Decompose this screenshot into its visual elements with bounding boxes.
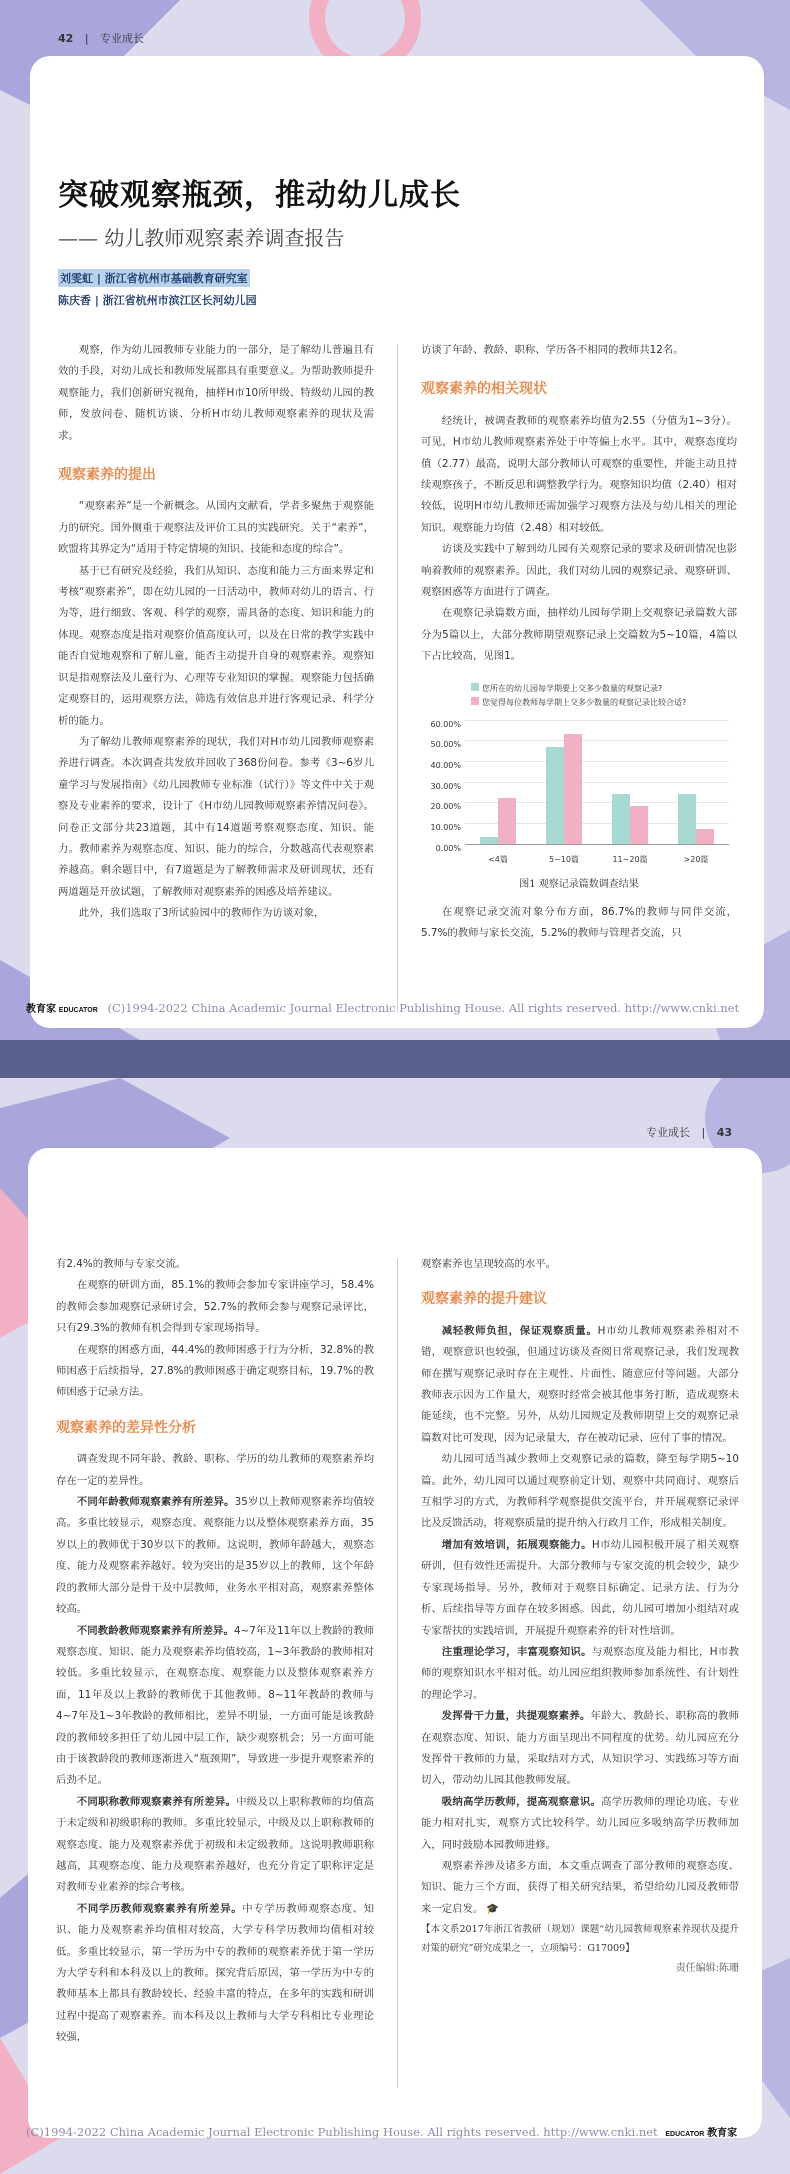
x-tick-label: >20篇 (683, 854, 709, 864)
paragraph: 不同年龄教师观察素养有所差异。35岁以上教师观察素养均值较高。多重比较显示，观察态度、观察能力以及整体观察素养方面，35岁以上的教师优于30岁以下的教师。这说明，教师年龄越大，观察态度、能力及观察素养越好。较为突出的是35岁以上的教师，这个年龄段的教师大部分是骨干及中层教师，业务水平相对高，观察素养整体较高。 (56, 1496, 374, 1616)
chart-plot-area (421, 716, 737, 866)
bar-chart (421, 680, 737, 890)
footer (26, 1000, 766, 1015)
paragraph: 此外，我们选取了3所试验园中的教师作为访谈对象， (78, 907, 325, 920)
chart-bar (564, 734, 582, 844)
footer-mag-badge: EDUCATOR 教育家 (665, 2128, 738, 2139)
page-42 (0, 0, 790, 1040)
section-heading: 观察素养的提升建议 (421, 1291, 547, 1308)
right-column (421, 1254, 739, 1980)
chart-legend (471, 682, 686, 710)
paragraph: 经统计，被调查教师的观察素养均值为2.55（分值为1~3分）。可见，H市幼儿教师观察素养处于中等偏上水平。其中，观察态度均值（2.77）最高，说明大部分教师认可观察的重要性，并能主动且持续观察孩子，不断反思和调整教学行为。观察知识均值（2.40）相对较低，说明H市幼儿教师还需加强学习观察方法及与幼儿相关的理论知识。观察能力均值（2.48）相对较低。 (421, 414, 737, 534)
author-name: 刘雯虹 (60, 272, 93, 285)
x-tick-label: 11~20篇 (612, 854, 648, 864)
chart-caption: 图1 观察记录篇数调查结果 (519, 878, 639, 890)
paragraph: 幼儿园可适当减少教师上交观察记录的篇数，降至每学期5~10篇。此外，幼儿园可以通过观察前定计划、观察中共同商讨、观察后互相学习的方式，为教师科学观察提供交流平台，并开展观察记录评比及反馈活动，将观察质量的提升纳入行政月工作，形成相关制度。 (421, 1453, 739, 1530)
gridline (465, 740, 729, 741)
header-divider: | (701, 1126, 706, 1139)
author-org: | 浙江省杭州市滨江区长河幼儿园 (91, 294, 257, 307)
author-org: | 浙江省杭州市基础教育研究室 (93, 272, 248, 285)
legend-item (471, 696, 686, 710)
paragraph: 不同教龄教师观察素养有所差异。4~7年及11年以上教龄的教师观察态度、知识、能力及观察素养均值较高，1~3年教龄的教师相对较低。多重比较显示，在观察态度、观察能力以及整体观察素养方面，11年及以上教龄的教师优于其他教师。8~11年教龄的教师与4~7年及1~3年教龄的教师相比，差异不明显，一方面可能是该教龄段的教师较多担任了幼儿园中层工作，缺少观察机会；另一方面可能由于该教龄段的教师逐渐进入“瓶颈期”，导致进一步提升观察素养的后劲不足。 (56, 1624, 375, 1787)
author-line-1 (58, 269, 250, 287)
right-column (421, 340, 737, 945)
paragraph: 观察素养涉及诸多方面，本文重点调查了部分教师的观察态度、知识、能力三个方面，获得了相关研究结果，希望给幼儿园及教师带来一定启发。 🎓 (421, 1859, 739, 1915)
paragraph: 访谈了年龄、教龄、职称、学历各不相同的教师共12名。 (421, 344, 684, 356)
y-tick-label: 20.00% (430, 802, 461, 812)
chart-bar (696, 829, 714, 843)
paragraph: 基于已有研究及经验，我们从知识、态度和能力三方面来界定和考核“观察素养”，即在幼儿园的一日活动中，教师对幼儿的语言、行为等，进行细致、客观、科学的观察，需具备的态度、知识和能力的体现。观察态度是指对观察价值高度认可，以及在日常的教学实践中能否自觉地观察和了解儿童，能否主动提升自身的观察素养。观察知识是指观察法及儿童行为、心理等专业知识的掌握。观察能力包括确定观察目的，运用观察方法，筛选有效信息并进行客观记录、科学分析的能力。 (58, 564, 374, 727)
legend-swatch (471, 697, 479, 705)
lead-phrase: 吸纳高学历教师，提高观察意识。 (441, 1795, 602, 1808)
column-divider (397, 1258, 398, 2088)
paragraph: 观察，作为幼儿园教师专业能力的一部分，是了解幼儿普遍且有效的手段，对幼儿成长和教师发展都具有重要意义。为帮助教师提升观察能力，我们创新研究视角，抽样H市10所甲级、特级幼儿园的教师，发放问卷、随机访谈、分析H市幼儿教师观察素养的现状及需求。 (58, 344, 374, 442)
footer (26, 2124, 766, 2139)
y-tick-label: 0.00% (435, 843, 461, 853)
y-tick-label: 10.00% (430, 823, 461, 833)
article-title: 突破观察瓶颈，推动幼儿成长 (58, 178, 461, 213)
legend-swatch (471, 683, 479, 691)
paragraph: 吸纳高学历教师，提高观察意识。高学历教师的理论功底、专业能力相对扎实，观察方式比较科学。幼儿园应多吸纳高学历教师加入，同时鼓励本园教师进修。 (421, 1795, 740, 1851)
legend-label: 您觉得每位教师每学期上交多少数量的观察记录比较合适? (482, 697, 687, 707)
section-label: 专业成长 (100, 32, 145, 45)
paragraph: 观察素养也呈现较高的水平。 (421, 1258, 557, 1270)
paragraph: 不同职称教师观察素养有所差异。中级及以上职称教师的均值高于未定级和初级职称的教师。多重比较显示，中级及以上职称教师的观察态度、能力及观察素养优于初级和未定级教师。这说明教师职称越高，其观察态度、能力及观察素养越好，也充分肯定了职称评定是对教师专业素养的综合考核。 (56, 1795, 375, 1894)
paragraph: 注重理论学习，丰富观察知识。与观察态度及能力相比，H市教师的观察知识水平相对低。幼儿园应组织教师参加系统性、有计划性的理论学习。 (421, 1645, 740, 1701)
paragraph: 在观察记录篇数方面，抽样幼儿园每学期上交观察记录篇数大部分为5篇以上，大部分教师期望观察记录上交篇数为5~10篇，4篇以下占比较高，见图1。 (421, 607, 737, 663)
chart-bar (678, 794, 696, 844)
section-heading: 观察素养的差异性分析 (56, 1419, 196, 1436)
gridline (465, 720, 729, 721)
x-tick-label: <4篇 (488, 854, 508, 864)
footer-copyright: (C)1994-2022 China Academic Journal Electronic Publishing House. All rights reserved. http://www.cnki.net (107, 1001, 740, 1015)
x-axis-line (465, 844, 729, 845)
legend-item (471, 682, 686, 696)
lead-phrase: 不同学历教师观察素养有所差异。 (76, 1902, 243, 1915)
page-header (58, 30, 144, 46)
column-divider (397, 344, 398, 1012)
project-note: 【本文系2017年浙江省教研（规划）课题“幼儿园教师观察素养现状及提升对策的研究”研究成果之一，立项编号：G17009】 (421, 1924, 739, 1955)
left-column (58, 340, 374, 925)
x-tick-label: 5~10篇 (549, 854, 579, 864)
author-line-2 (58, 292, 257, 308)
page-number: 42 (58, 32, 74, 45)
page-number: 43 (716, 1126, 733, 1139)
y-tick-label: 60.00% (430, 719, 461, 729)
paragraph: 为了解幼儿教师观察素养的现状，我们对H市幼儿园教师观察素养进行调查。本次调查共发放并回收了368份问卷。参考《3~6岁儿童学习与发展指南》《幼儿园教师专业标准（试行）》等文件中关于观察及专业素养的要求，设计了《H市幼儿园教师观察素养情况问卷》。问卷正文部分共23道题，其中有14道题考察观察态度、知识、能力。教师素养为观察态度、知识、能力的综合，分数越高代表观察素养越高。剩余题目中，有7道题是为了解教师需求及研训现状，还有两道题是开放试题，了解教师对观察素养的困惑及培养建议。 (58, 735, 374, 898)
section-heading: 观察素养的提出 (58, 467, 156, 484)
paragraph: 有2.4%的教师与专家交流。 (56, 1258, 187, 1270)
y-tick-label: 30.00% (430, 781, 461, 791)
left-column (56, 1254, 374, 2049)
page-header (646, 1124, 732, 1140)
gridline (465, 761, 729, 762)
paragraph: 在观察记录交流对象分布方面，86.7%的教师与同伴交流，5.7%的教师与家长交流，5.2%的教师与管理者交流，只 (421, 905, 737, 940)
lead-phrase: 不同年龄教师观察素养有所差异。 (76, 1496, 235, 1509)
gridline (465, 782, 729, 783)
paragraph: 在观察的困惑方面，44.4%的教师困惑于行为分析，32.8%的教师困惑于后续指导，27.8%的教师困惑于确定观察目标，19.7%的教师困惑于记录方法。 (56, 1343, 374, 1399)
section-heading: 观察素养的相关现状 (421, 381, 547, 398)
footer-mag-badge: 教育家 EDUCATOR (26, 1004, 98, 1015)
chart-bar (612, 794, 630, 844)
article-subtitle: —— 幼儿教师观察素养调查报告 (58, 226, 345, 250)
lead-phrase: 增加有效培训，拓展观察能力。 (441, 1538, 592, 1551)
lead-phrase: 减轻教师负担，保证观察质量。 (441, 1324, 598, 1337)
paragraph: 减轻教师负担，保证观察质量。H市幼儿教师观察素养相对不错，观察意识也较强，但通过访谈及查阅日常观察记录，我们发现教师在撰写观察记录时存在主观性、片面性、随意应付等问题。大部分教师表示因为工作量大，观察时经常会被其他事务打断，造成观察未能延续，也不完整。另外，从幼儿园规定及教师期望上交的观察记录篇数对比可发现，因为记录量大，存在被动记录、应付了事的情况。 (421, 1324, 740, 1444)
page-43 (0, 1078, 790, 2174)
paragraph: 不同学历教师观察素养有所差异。中专学历教师观察态度、知识、能力及观察素养均值相对较高，大学专科学历教师均值相对较低。多重比较显示，第一学历为中专的教师的观察素养优于第一学历为大学专科和本科及以上的教师。探究背后原因，第一学历为中专的教师基本上都具有教龄较长、经验丰富的特点，在多年的实践和研训过程中提高了观察素养。而本科及以上教师与大学专科相比专业理论较强， (56, 1902, 374, 2044)
paragraph: 调查发现不同年龄、教龄、职称、学历的幼儿教师的观察素养均存在一定的差异性。 (56, 1453, 374, 1487)
paragraph: “观察素养”是一个新概念。从国内文献看，学者多聚焦于观察能力的研究。国外侧重于观察法及评价工具的实践研究。关于“素养”，欧盟将其界定为“适用于特定情境的知识、技能和态度的综合”。 (58, 500, 374, 556)
footer-copyright: (C)1994-2022 China Academic Journal Electronic Publishing House. All rights reserved. http://www.cnki.net (26, 2125, 658, 2139)
page-gap (0, 1040, 790, 1078)
lead-phrase: 不同教龄教师观察素养有所差异。 (76, 1624, 234, 1637)
y-tick-label: 50.00% (430, 740, 461, 750)
paragraph: 增加有效培训，拓展观察能力。H市幼儿园积极开展了相关观察研训，但有效性还需提升。大部分教师与专家交流的机会较少，缺少专家现场指导。另外，教师对于观察目标确定、记录方法、行为分析、后续指导等方面存在较多困惑。因此，幼儿园可增加小组结对或专家帮扶的实践培训，开展提升观察素养的针对性培训。 (421, 1538, 740, 1637)
chart-bar (630, 806, 648, 843)
section-label: 专业成长 (646, 1126, 690, 1139)
chart-bar (546, 747, 564, 844)
editor-credit: 责任编辑:陈珊 (675, 1963, 739, 1975)
y-tick-label: 40.00% (430, 761, 461, 771)
paragraph: 发挥骨干力量，共提观察素养。年龄大、教龄长、职称高的教师在观察态度、知识、能力方面呈现出不同程度的优势。幼儿园应充分发挥骨干教师的力量，采取结对方式，从知识学习、实践练习等方面切入，带动幼儿园其他教师发展。 (421, 1710, 739, 1787)
lead-phrase: 注重理论学习，丰富观察知识。 (441, 1645, 592, 1658)
lead-phrase: 发挥骨干力量，共提观察素养。 (441, 1710, 591, 1723)
lead-phrase: 不同职称教师观察素养有所差异。 (76, 1795, 237, 1808)
legend-label: 您所在的幼儿园每学期要上交多少数量的观察记录? (482, 683, 663, 693)
chart-bar (498, 798, 516, 843)
header-divider: | (84, 32, 89, 45)
graduation-cap-icon: 🎓 (486, 1902, 500, 1915)
paragraph: 访谈及实践中了解到幼儿园有关观察记录的要求及研训情况也影响着教师的观察素养。因此，我们对幼儿园的观察记录、观察研训、观察困惑等方面进行了调查。 (421, 543, 737, 599)
paragraph: 在观察的研训方面，85.1%的教师会参加专家讲座学习，58.4%的教师会参加观察记录研讨会，52.7%的教师会参与观察记录评比，只有29.3%的教师有机会得到专家现场指导。 (56, 1279, 374, 1335)
author-name: 陈庆香 (58, 294, 91, 307)
